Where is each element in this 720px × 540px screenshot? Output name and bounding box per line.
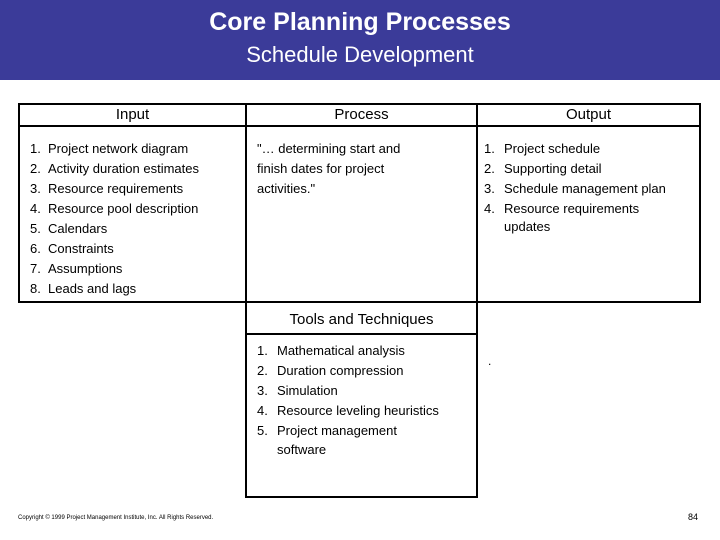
list-item [257,421,472,458]
list-text: Resource leveling heuristics [277,403,439,418]
title-banner [0,0,720,80]
list-number: 4. [257,403,268,418]
list-text: Leads and lags [48,281,137,296]
list-text: Duration compression [277,363,404,378]
list-item [484,159,694,179]
list-number: 2. [257,363,268,378]
list-item [484,199,694,234]
process-box [245,103,478,303]
list-number: 3. [257,383,268,398]
list-item [30,179,242,199]
list-number: 6. [30,241,41,256]
output-list [484,139,694,234]
process-description: "… determining start and finish dates for project activities." [257,141,401,196]
list-number: 2. [30,161,41,176]
list-number: 3. [30,181,41,196]
input-box [18,103,245,303]
list-number: 2. [484,161,495,176]
list-text: Constraints [48,241,114,256]
list-text: Resource pool description [48,201,199,216]
list-text: Activity duration estimates [48,161,200,176]
list-text: Project network diagram [48,141,189,156]
list-text: Calendars [48,221,108,236]
output-heading: Output [478,105,699,127]
list-item [30,259,242,279]
list-text: Assumptions [48,261,123,276]
list-number: 1. [257,343,268,358]
list-item [30,199,242,219]
tools-heading: Tools and Techniques [245,303,478,335]
input-list [30,139,242,299]
page-subtitle: Schedule Development [246,42,474,67]
list-number: 4. [484,201,495,216]
stray-mark: . [488,354,492,368]
list-text: Supporting detail [504,161,602,176]
list-number: 8. [30,281,41,296]
list-text-continuation: software [277,442,327,457]
list-item [30,279,242,299]
list-item [257,381,472,401]
list-item [257,341,472,361]
list-item [257,401,472,421]
list-number: 1. [484,141,495,156]
output-box [478,103,701,303]
input-heading: Input [20,105,245,127]
list-item [30,159,242,179]
list-item [30,239,242,259]
list-item [30,219,242,239]
list-number: 7. [30,261,41,276]
list-text: Schedule management plan [504,181,666,196]
list-text: Resource requirements [504,201,640,216]
list-item [257,361,472,381]
list-text: Resource requirements [48,181,184,196]
list-item [484,179,694,199]
list-number: 1. [30,141,41,156]
list-number: 5. [30,221,41,236]
list-number: 4. [30,201,41,216]
list-text: Mathematical analysis [277,343,405,358]
list-text: Project management [277,423,397,438]
list-number: 5. [257,423,268,438]
tools-box [245,303,478,498]
list-number: 3. [484,181,495,196]
process-heading: Process [247,105,476,127]
list-text-continuation: updates [504,219,551,234]
list-text: Simulation [277,383,338,398]
page-title: Core Planning Processes [209,8,511,36]
copyright-notice: Copyright © 1999 Project Management Institute, Inc. All Rights Reserved. [18,515,214,521]
list-item [30,139,242,159]
list-item [484,139,694,159]
list-text: Project schedule [504,141,601,156]
page-number: 84 [688,512,699,522]
tools-list [257,341,472,458]
